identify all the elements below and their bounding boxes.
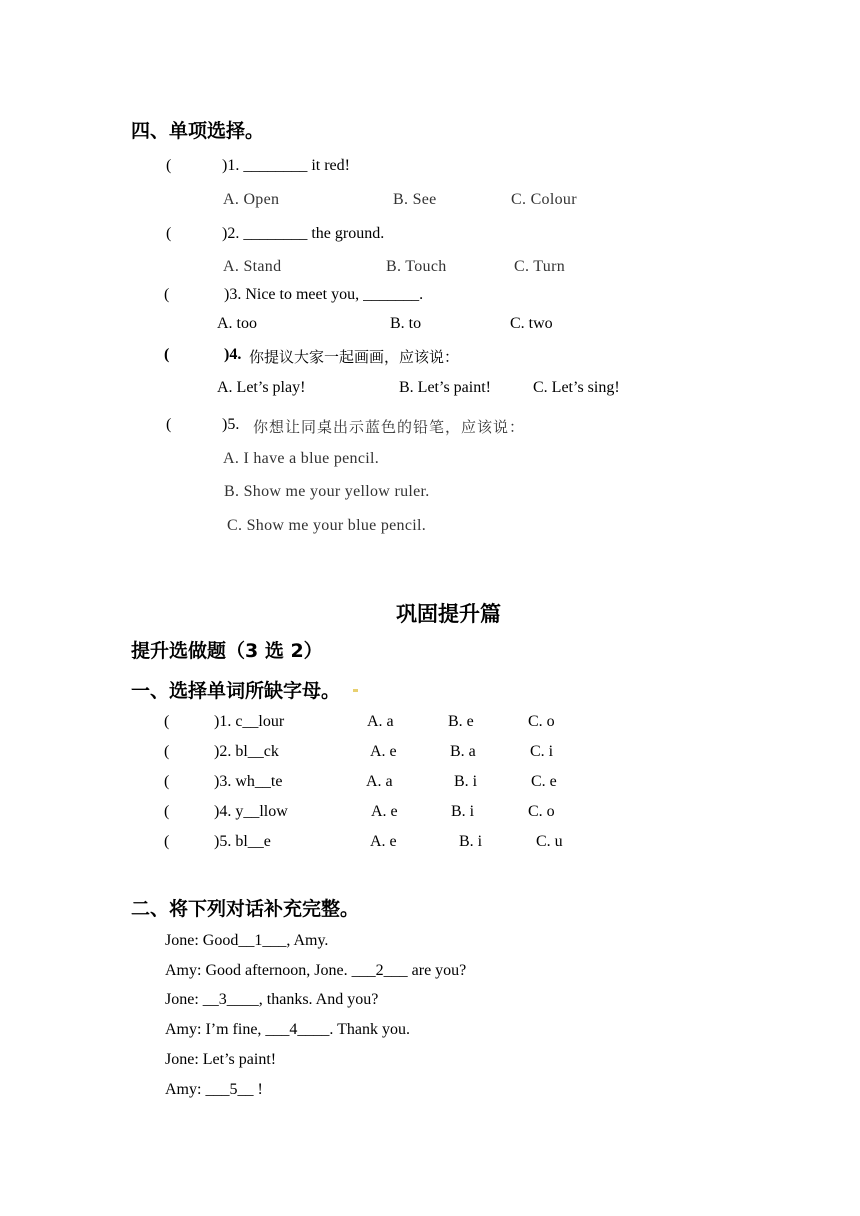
- option-a: A. Let’s play!: [217, 379, 306, 396]
- question-number: )5.: [222, 416, 240, 433]
- answer-paren: (: [166, 225, 172, 242]
- dialogue-line: Jone: __3____, thanks. And you?: [165, 991, 379, 1008]
- dialogue-line: Jone: Let’s paint!: [165, 1051, 277, 1068]
- option-c: C. Turn: [514, 258, 566, 275]
- option-b: B. to: [390, 315, 422, 332]
- option-c: C. Let’s sing!: [533, 379, 620, 396]
- page-title: 巩固提升篇: [396, 602, 501, 626]
- highlight-mark: [353, 689, 358, 692]
- option-a: A. Open: [223, 191, 280, 208]
- option-c: C. Colour: [511, 191, 577, 208]
- answer-paren: (: [164, 743, 170, 760]
- answer-paren: (: [166, 416, 172, 433]
- question-text: )2. ________ the ground.: [222, 225, 385, 242]
- option-a: A. a: [366, 773, 393, 790]
- section-heading: 二、将下列对话补充完整。: [131, 898, 360, 920]
- dialogue-line: Amy: Good afternoon, Jone. ___2___ are you?: [165, 962, 467, 979]
- option-a: A. e: [370, 743, 397, 760]
- option-a: A. I have a blue pencil.: [223, 450, 380, 467]
- question-text: )1. ________ it red!: [222, 157, 350, 174]
- option-a: A. e: [371, 803, 398, 820]
- option-b: B. a: [450, 743, 476, 760]
- dialogue-line: Amy: I’m fine, ___4____. Thank you.: [165, 1021, 411, 1038]
- option-c: C. Show me your blue pencil.: [227, 517, 427, 534]
- option-b: B. i: [454, 773, 478, 790]
- option-b: B. See: [393, 191, 437, 208]
- word-item: )1. c__lour: [214, 713, 285, 730]
- option-a: A. a: [367, 713, 394, 730]
- option-b: B. Let’s paint!: [399, 379, 491, 396]
- option-a: A. too: [217, 315, 257, 332]
- answer-paren: (: [164, 286, 170, 303]
- option-b: B. i: [451, 803, 475, 820]
- subtitle: 提升选做题（3 选 2）: [131, 640, 323, 662]
- answer-paren: (: [164, 346, 170, 363]
- option-c: C. o: [528, 803, 555, 820]
- answer-paren: (: [166, 157, 172, 174]
- option-c: C. o: [528, 713, 555, 730]
- option-a: A. e: [370, 833, 397, 850]
- question-text: 你提议大家一起画画，应该说：: [249, 348, 460, 366]
- option-b: B. i: [459, 833, 483, 850]
- word-item: )3. wh__te: [214, 773, 283, 790]
- option-a: A. Stand: [223, 258, 282, 275]
- option-c: C. e: [531, 773, 557, 790]
- question-number: )4.: [224, 346, 242, 363]
- option-b: B. e: [448, 713, 474, 730]
- answer-paren: (: [164, 713, 170, 730]
- option-c: C. two: [510, 315, 553, 332]
- option-b: B. Show me your yellow ruler.: [224, 483, 430, 500]
- option-b: B. Touch: [386, 258, 447, 275]
- question-text: )3. Nice to meet you, _______.: [224, 286, 424, 303]
- word-item: )2. bl__ck: [214, 743, 279, 760]
- word-item: )4. y__llow: [214, 803, 288, 820]
- option-c: C. u: [536, 833, 563, 850]
- section-heading: 四、单项选择。: [131, 120, 265, 142]
- answer-paren: (: [164, 833, 170, 850]
- answer-paren: (: [164, 803, 170, 820]
- question-text: 你想让同桌出示蓝色的铅笔，应该说：: [253, 418, 526, 436]
- dialogue-line: Jone: Good__1___, Amy.: [165, 932, 329, 949]
- option-c: C. i: [530, 743, 554, 760]
- answer-paren: (: [164, 773, 170, 790]
- section-heading: 一、选择单词所缺字母。: [131, 680, 341, 702]
- dialogue-line: Amy: ___5__ !: [165, 1081, 263, 1098]
- word-item: )5. bl__e: [214, 833, 271, 850]
